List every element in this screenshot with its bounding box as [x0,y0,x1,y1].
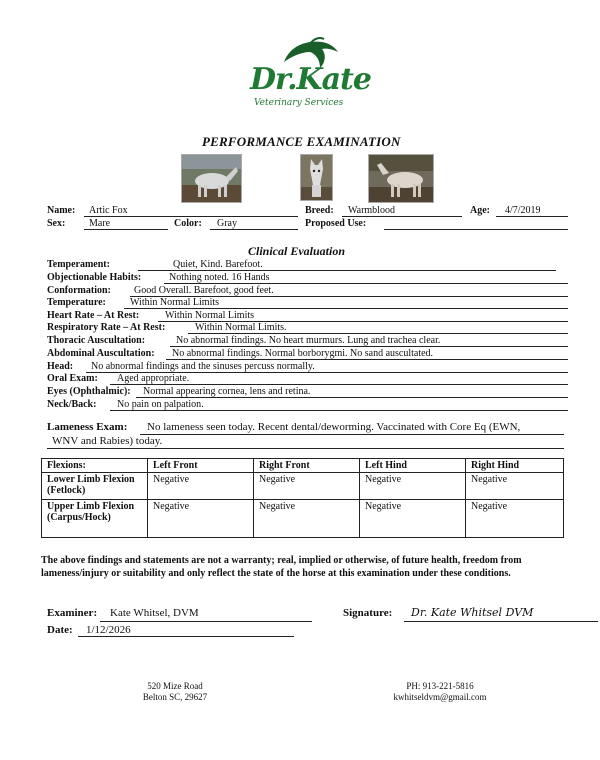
eval-label: Eyes (Ophthalmic): [47,386,131,397]
name-value: Artic Fox [89,205,128,216]
eval-label: Neck/Back: [47,399,97,410]
eval-label: Abdominal Auscultation: [47,348,155,359]
table-cell: Negative [254,473,360,500]
age-label: Age: [470,205,490,216]
left-hind-header: Left Hind [360,459,466,473]
breed-underline [342,216,462,217]
horse-photo-three-quarter [368,154,434,203]
eval-label: Conformation: [47,285,111,296]
eval-underline [110,410,568,411]
name-label: Name: [47,205,76,216]
date-label: Date: [47,624,73,636]
eval-value: Quiet, Kind. Barefoot. [173,259,263,270]
footer-email: kwhitseldvm@gmail.com [393,692,487,702]
flexions-header: Flexions: [42,459,148,473]
signature-label: Signature: [343,607,393,619]
horse-photo-front [300,154,333,201]
eval-value: Within Normal Limits. [195,322,287,333]
eval-label: Oral Exam: [47,373,98,384]
sex-value: Mare [89,218,111,229]
eval-value: No pain on palpation. [117,399,204,410]
row-header: Upper Limb Flexion (Carpus/Hock) [42,500,148,538]
footer-contact [375,681,505,703]
eval-value: Nothing noted. 16 Hands [169,272,270,283]
right-front-header: Right Front [254,459,360,473]
eval-value: Aged appropriate. [117,373,190,384]
eval-underline [170,346,568,347]
eval-underline [164,283,568,284]
table-row [42,473,564,500]
eval-value: Normal appearing cornea, lens and retina. [143,386,311,397]
disclaimer-text: The above findings and statements are not a warranty; real, implied or otherwise, of future health, freedom from lameness/injury or suitability and only reflect the state of the horse at this examination under these conditions. [41,555,522,579]
signature: Dr. Kate Whitsel DVM [411,606,534,619]
eval-value: Good Overall. Barefoot, good feet. [134,285,274,296]
eval-value: Within Normal Limits [130,297,220,308]
examiner-underline [100,621,312,622]
eval-underline [124,308,568,309]
eval-value: Within Normal Limits [165,310,255,321]
eval-underline [188,333,568,334]
lameness-line-1: No lameness seen today. Recent dental/deworming. Vaccinated with Core Eq (EWN, [147,421,521,433]
clinical-evaluation-title: Clinical Evaluation [248,244,346,258]
signature-underline [404,621,598,622]
proposed-use-label: Proposed Use: [305,218,367,229]
breed-label: Breed: [305,205,334,216]
left-front-header: Left Front [148,459,254,473]
logo-subtitle: Veterinary Services [254,98,344,108]
eval-label: Temperament: [47,259,110,270]
eval-underline [166,359,568,360]
logo-name: Dr.Kate [250,62,371,97]
lameness-label: Lameness Exam: [47,421,128,433]
examiner-label: Examiner: [47,607,98,619]
lameness-underline-1 [140,434,564,435]
color-underline [210,229,298,230]
eval-underline [136,397,568,398]
date-underline [78,636,294,637]
table-cell: Negative [360,473,466,500]
eval-label: Temperature: [47,297,106,308]
sex-label: Sex: [47,218,66,229]
table-cell: Negative [360,500,466,538]
flexions-table [41,458,564,538]
footer-address-line-1: 520 Mize Road [147,681,203,691]
table-cell: Negative [148,500,254,538]
footer-address-line-2: Belton SC, 29627 [142,692,208,702]
lameness-line-2: WNV and Rabies) today. [52,435,163,447]
examiner-name: Kate Whitsel, DVM [110,607,199,619]
eval-value: No abnormal findings and the sinuses percuss normally. [91,361,315,372]
eval-underline [138,270,556,271]
row-header: Lower Limb Flexion (Fetlock) [42,473,148,500]
lameness-underline-2 [47,448,564,449]
table-row [42,500,564,538]
eval-label: Thoracic Auscultation: [47,335,146,346]
eval-underline [110,384,568,385]
age-value: 4/7/2019 [505,205,541,216]
eval-label: Heart Rate – At Rest: [47,310,140,321]
table-cell: Negative [466,473,564,500]
page-title: PERFORMANCE EXAMINATION [202,134,401,149]
right-hind-header: Right Hind [466,459,564,473]
flexions-header-row [42,459,564,473]
name-underline [84,216,298,217]
age-underline [496,216,568,217]
eval-label: Objectionable Habits: [47,272,142,283]
footer-phone: PH: 913-221-5816 [406,681,474,691]
table-cell: Negative [148,473,254,500]
logo [240,36,370,116]
eval-label: Respiratory Rate – At Rest: [47,322,166,333]
eval-value: No abnormal findings. Normal borborygmi. No sand auscultated. [172,348,434,359]
exam-date: 1/12/2026 [86,624,131,636]
color-value: Gray [217,218,237,229]
eval-label: Head: [47,361,74,372]
eval-value: No abnormal findings. No heart murmurs. Lung and trachea clear. [176,335,441,346]
breed-value: Warmblood [348,205,395,216]
table-cell: Negative [254,500,360,538]
horse-photo-side [181,154,242,203]
table-cell: Negative [466,500,564,538]
proposed-use-underline [384,229,568,230]
sex-underline [84,229,168,230]
footer-address [115,681,235,703]
color-label: Color: [174,218,202,229]
